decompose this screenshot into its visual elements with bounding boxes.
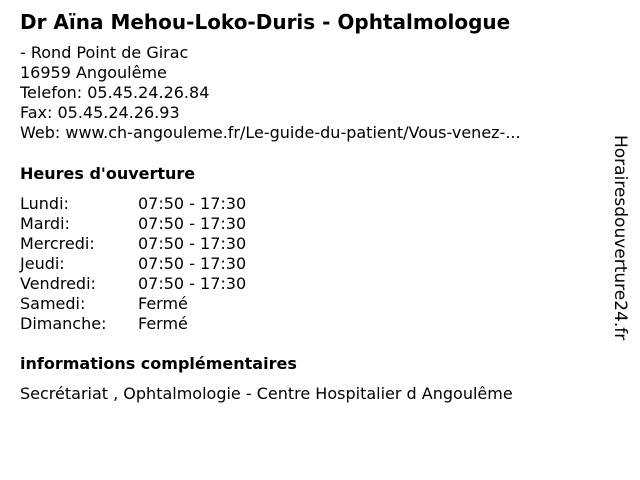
website-link[interactable]: Web: www.ch-angouleme.fr/Le-guide-du-patient/Vous-venez-... xyxy=(20,123,521,142)
additional-info-heading: informations complémentaires xyxy=(20,354,297,373)
site-watermark: Horairesdouverture24.fr xyxy=(610,135,630,341)
address-street: - Rond Point de Girac xyxy=(20,43,189,62)
time-value: 07:50 - 17:30 xyxy=(138,234,247,253)
day-label: Mercredi: xyxy=(20,234,95,253)
phone-number[interactable]: Telefon: 05.45.24.26.84 xyxy=(20,83,210,102)
address-city: 16959 Angoulême xyxy=(20,63,167,82)
day-label: Lundi: xyxy=(20,194,69,213)
time-value: 07:50 - 17:30 xyxy=(138,274,247,293)
day-label: Samedi: xyxy=(20,294,86,313)
fax-number: Fax: 05.45.24.26.93 xyxy=(20,103,180,122)
additional-info-text: Secrétariat , Ophtalmologie - Centre Hospitalier d Angoulême xyxy=(20,384,513,403)
time-value: 07:50 - 17:30 xyxy=(138,254,247,273)
address-block xyxy=(20,43,521,143)
opening-hours-heading: Heures d'ouverture xyxy=(20,164,196,183)
day-label: Mardi: xyxy=(20,214,70,233)
day-label: Jeudi: xyxy=(20,254,65,273)
day-label: Vendredi: xyxy=(20,274,96,293)
time-value: Fermé xyxy=(138,294,188,313)
day-label: Dimanche: xyxy=(20,314,107,333)
time-value: 07:50 - 17:30 xyxy=(138,194,247,213)
time-value: Fermé xyxy=(138,314,188,333)
page-title: Dr Aïna Mehou-Loko-Duris - Ophtalmologue xyxy=(20,10,511,34)
time-value: 07:50 - 17:30 xyxy=(138,214,247,233)
